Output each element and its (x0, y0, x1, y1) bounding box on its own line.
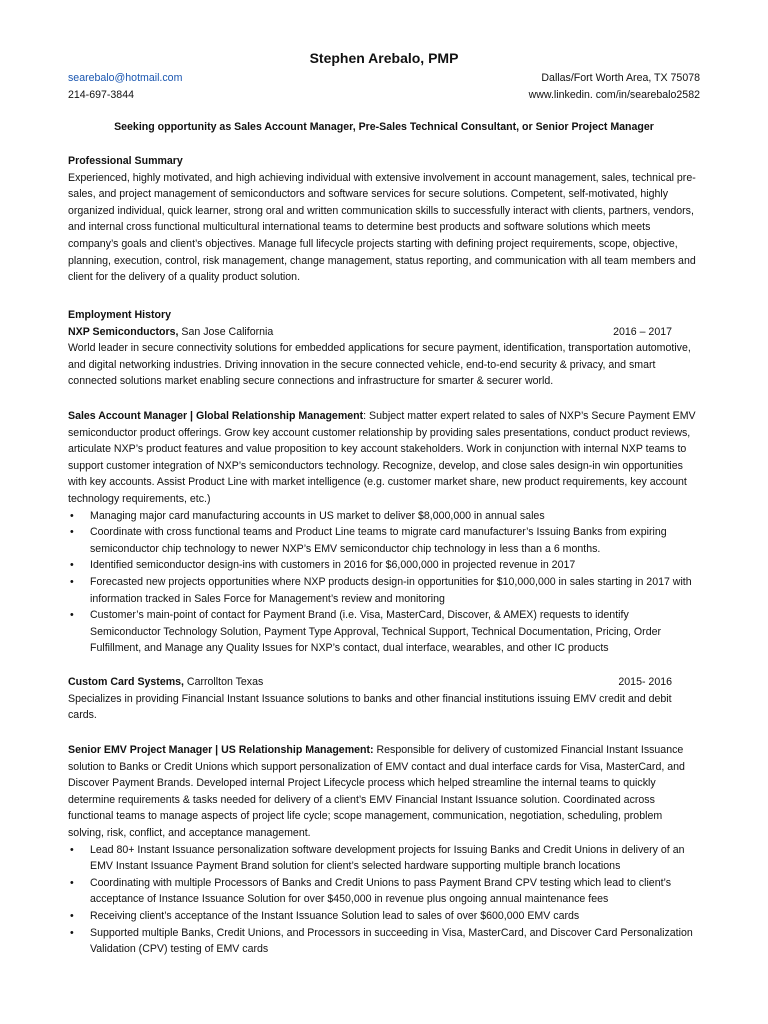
achievement-list (68, 508, 700, 657)
list-item: • Managing major card manufacturing accounts in US market to deliver $8,000,000 in annual sales (68, 508, 700, 525)
list-item: • Lead 80+ Instant Issuance personalization software development projects for Issuing Banks and Credit Unions in delivery of an EMV Instant Issuance Payment Brand solution for client’s selected hardware supporting multiple branch locations (70, 843, 685, 873)
contact-info (68, 70, 700, 104)
company-name: NXP Semiconductors, (68, 325, 179, 338)
role-title: Sales Account Manager | Global Relationship Management (68, 410, 364, 422)
company-location: Carrollton Texas (183, 676, 264, 688)
job-dates: 2016 – 2017 (613, 325, 672, 338)
bullet-icon: • (70, 526, 74, 539)
bullet-icon: • (70, 509, 74, 522)
employment-heading: Employment History (68, 309, 172, 321)
summary-heading: Professional Summary (68, 155, 183, 167)
company-location: San Jose California (178, 325, 274, 338)
role-paragraph (68, 742, 700, 842)
list-item: • Receiving client’s acceptance of the Instant Issuance Solution lead to sales of over $600,000 EMV cards (68, 908, 700, 925)
role-paragraph (68, 408, 700, 508)
job-section-2 (68, 674, 700, 724)
bullet-icon: • (70, 843, 74, 856)
employment-section (68, 307, 700, 390)
bullet-icon: • (70, 909, 74, 922)
phone-text: 214-697-3844 (68, 89, 134, 101)
role-description: : Subject matter expert related to sales of NXP’s Secure Payment EMV semiconductor product offerings. Grow key account customer relationship by providing sales presentations, conduct product reviews, articulate NXP’s product features and value proposition to key account stakeholders. Work in conjunction with internal NXP teams to support customer integration of NXP’s semiconductors technology. Recognize, develop, and close sales design-in win opportunities with key accounts. Assist Product Line with market intelligence (e.g. customer market share, new product requirements, key account technology requirements, etc.) (68, 410, 696, 505)
bullet-icon: • (70, 559, 74, 572)
objective-statement: Seeking opportunity as Sales Account Manager, Pre-Sales Technical Consultant, or Senior Project Manager (114, 121, 654, 133)
list-item: • Supported multiple Banks, Credit Unions, and Processors in succeeding in Visa, MasterCard, and Discover Card Personalization Validation (CPV) testing of EMV cards (70, 926, 693, 956)
job-role-section (68, 408, 700, 657)
list-item: • Customer’s main-point of contact for Payment Brand (i.e. Visa, MasterCard, Discover, & AMEX) requests to identify Semiconductor Technology Solution, Payment Type Approval, Technical Support, Technical Documentation, Pricing, Order Fulfillment, and Manage any Quality Issues for NXP’s contact, dual interface, wearables, and other IC products (70, 609, 662, 655)
bullet-icon: • (70, 609, 74, 622)
linkedin-url: www.linkedin. com/in/searebalo2582 (528, 89, 700, 101)
company-description: World leader in secure connectivity solutions for embedded applications for secure payment, identification, transportation automotive, and digital networking industries. Driving innovation in the secure connected vehicle, end-to-end security & privacy, and smart connected solutions market enabling secure connections and infrastructure for smarter & securer world. (68, 342, 691, 388)
bullet-icon: • (70, 575, 74, 588)
role-title: Senior EMV Project Manager | US Relationship Management: (68, 744, 374, 756)
role-description: Responsible for delivery of customized Financial Instant Issuance solution to Banks or Credit Unions which support personalization of EMV contact and dual interface cards for Visa, MasterCard, and Discover Payment Brands. Developed internal Project Lifecycle process which helped streamline the internal teams to quickly determine requirements & tasks needed for delivery of a client’s EMV Financial Instant Issuance solution. Coordinated across functional teams to manage aspects of project life cycle; scope management, communication, negotiation, scheduling, problem solving, risk, conflict, and acceptance management. (68, 744, 685, 839)
company-description: Specializes in providing Financial Instant Issuance solutions to banks and other financial institutions issuing EMV credit and debit cards. (68, 692, 672, 722)
job-header (68, 324, 700, 341)
bullet-icon: • (70, 926, 74, 939)
achievement-list (68, 842, 700, 958)
list-item: • Coordinating with multiple Processors of Banks and Credit Unions to pass Payment Brand CPV testing which lead to client’s acceptance of Instance Issuance Solution for over $450,000 in revenue plus ongoing annual maintenance fees (70, 876, 671, 906)
list-item: • Coordinate with cross functional teams and Product Line teams to migrate card manufacturer’s Issuing Banks from expiring semiconductor chip technology to newer NXP’s EMV semiconductor chip technology in less than a 6 months. (70, 526, 667, 555)
email-link[interactable]: searebalo@hotmail.com (68, 72, 183, 84)
candidate-name: Stephen Arebalo, PMP (309, 50, 459, 66)
company-name: Custom Card Systems, (68, 676, 184, 688)
location-text: Dallas/Fort Worth Area, TX 75078 (541, 72, 700, 84)
job-header (68, 674, 700, 691)
job-dates: 2015- 2016 (618, 676, 672, 688)
bullet-icon: • (70, 876, 74, 889)
list-item: • Forecasted new projects opportunities where NXP products design-in opportunities for $10,000,000 in sales starting in 2017 with information tracked in Sales Force for Management’s review and monitoring (70, 575, 692, 605)
job-role-section-2 (68, 742, 700, 958)
list-item: • Identified semiconductor design-ins with customers in 2016 for $6,000,000 in projected revenue in 2017 (68, 557, 700, 574)
summary-section (68, 153, 700, 286)
summary-text: Experienced, highly motivated, and high achieving individual with extensive involvement in account management, sales, technical pre-sales, and project management of semiconductors and software services for secure solutions. Competent, self-motivated, highly organized individual, quick learner, strong oral and written communication skills to successfully interact with clients, partners, vendors, and internal cross functional multicultural international teams to determine best products and software solutions which meets company’s goals and client’s objectives. Manage full lifecycle projects starting with defining project requirements, scope, objective, planning, execution, control, risk management, change management, status reporting, and communication with all team members and client for the delivery of a quality product solution. (68, 171, 696, 284)
